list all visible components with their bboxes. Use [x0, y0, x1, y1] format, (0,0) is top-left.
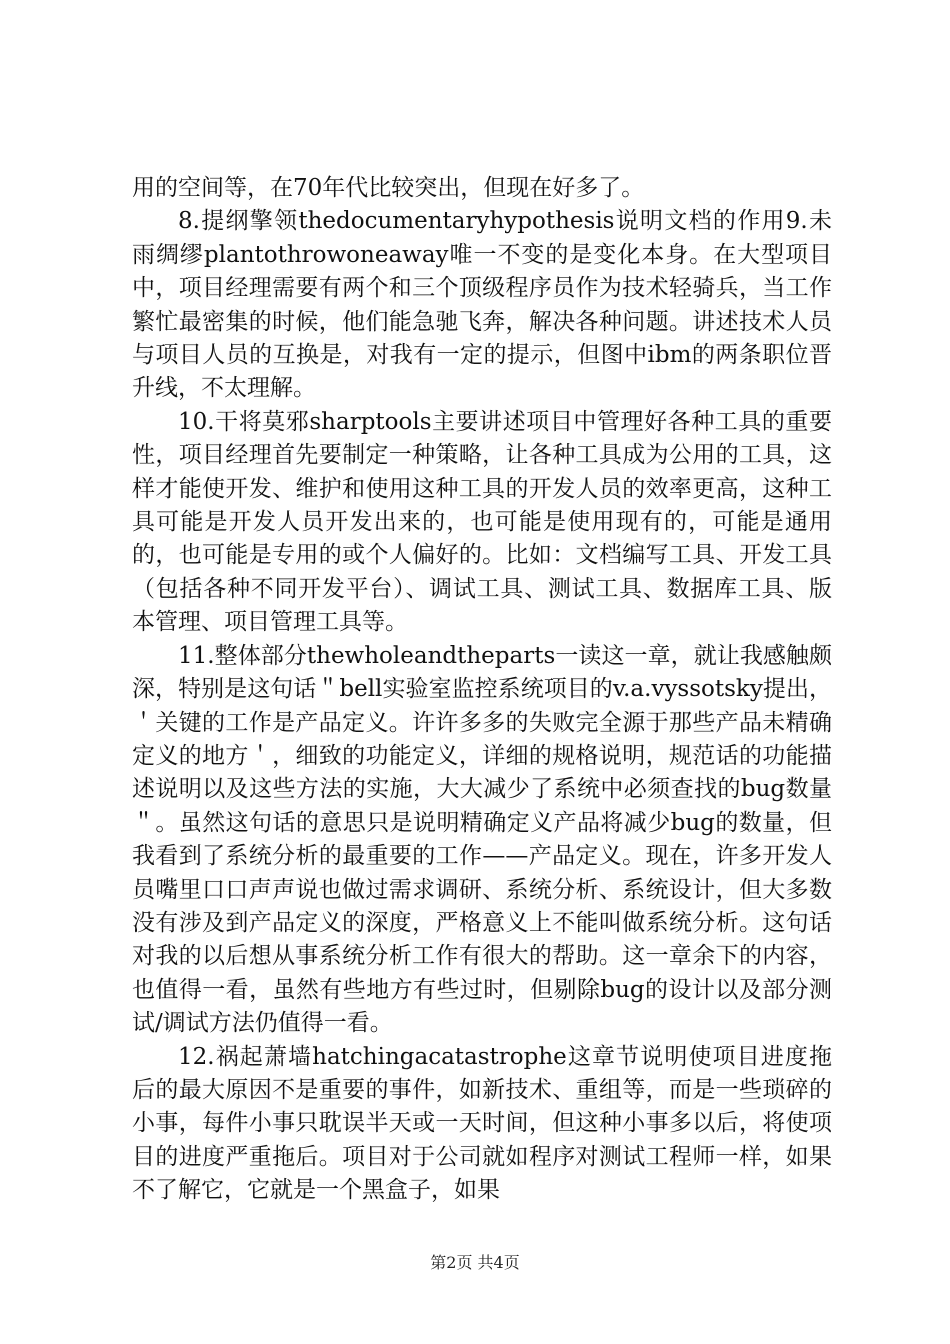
- paragraph-section-12: 12.祸起萧墙hatchingacatastrophe这章节说明使项目进度拖后的最大原因不是重要的事件，如新技术、重组等，而是一些琐碎的小事，每件小事只耽误半天或一天时间，但这种小事多以后，将使项目的进度严重拖后。项目对于公司就如程序对测试工程师一样，如果不了解它，它就是一个黑盒子，如果: [132, 1043, 832, 1204]
- paragraph-section-8-9: 8.提纲擎领thedocumentaryhypothesis说明文档的作用9.未雨绸缪plantothrowoneaway唯一不变的是变化本身。在大型项目中，项目经理需要有两个和三个顶级程序员作为技术轻骑兵，当工作繁忙最密集的时候，他们能急驰飞奔，解决各种问题。讲述技术人员与项目人员的互换是，对我有一定的提示，但图中ibm的两条职位晋升线，不太理解。: [132, 208, 832, 402]
- page-number-footer: 第2页 共4页: [430, 1253, 520, 1272]
- paragraph-section-11: 11.整体部分thewholeandtheparts一读这一章，就让我感触颇深，特别是这句话＂bell实验室监控系统项目的v.a.vyssotsky提出，＇关键的工作是产品定义。许许多多的失败完全源于那些产品未精确定义的地方＇，细致的功能定义，详细的规格说明，规范话的功能描述说明以及这些方法的实施，大大减少了系统中必须查找的bug数量＂。虽然这句话的意思只是说明精确定义产品将减少bug的数量，但我看到了系统分析的最重要的工作——产品定义。现在，许多开发人员嘴里口口声声说也做过需求调研、系统分析、系统设计，但大多数没有涉及到产品定义的深度，严格意义上不能叫做系统分析。这句话对我的以后想从事系统分析工作有很大的帮助。这一章余下的内容，也值得一看，虽然有些地方有些过时，但剔除bug的设计以及部分测试/调试方法仍值得一看。: [132, 642, 832, 1037]
- paragraph-continuation: 用的空间等，在70年代比较突出，但现在好多了。: [132, 175, 645, 201]
- document-body: [132, 172, 832, 1208]
- paragraph-section-10: 10.干将莫邪sharptools主要讲述项目中管理好各种工具的重要性，项目经理首先要制定一种策略，让各种工具成为公用的工具，这样才能使开发、维护和使用这种工具的开发人员的效率更高，这种工具可能是开发人员开发出来的，也可能是使用现有的，可能是通用的，也可能是专用的或个人偏好的。比如：文档编写工具、开发工具（包括各种不同开发平台）、调试工具、测试工具、数据库工具、版本管理、项目管理工具等。: [132, 408, 832, 636]
